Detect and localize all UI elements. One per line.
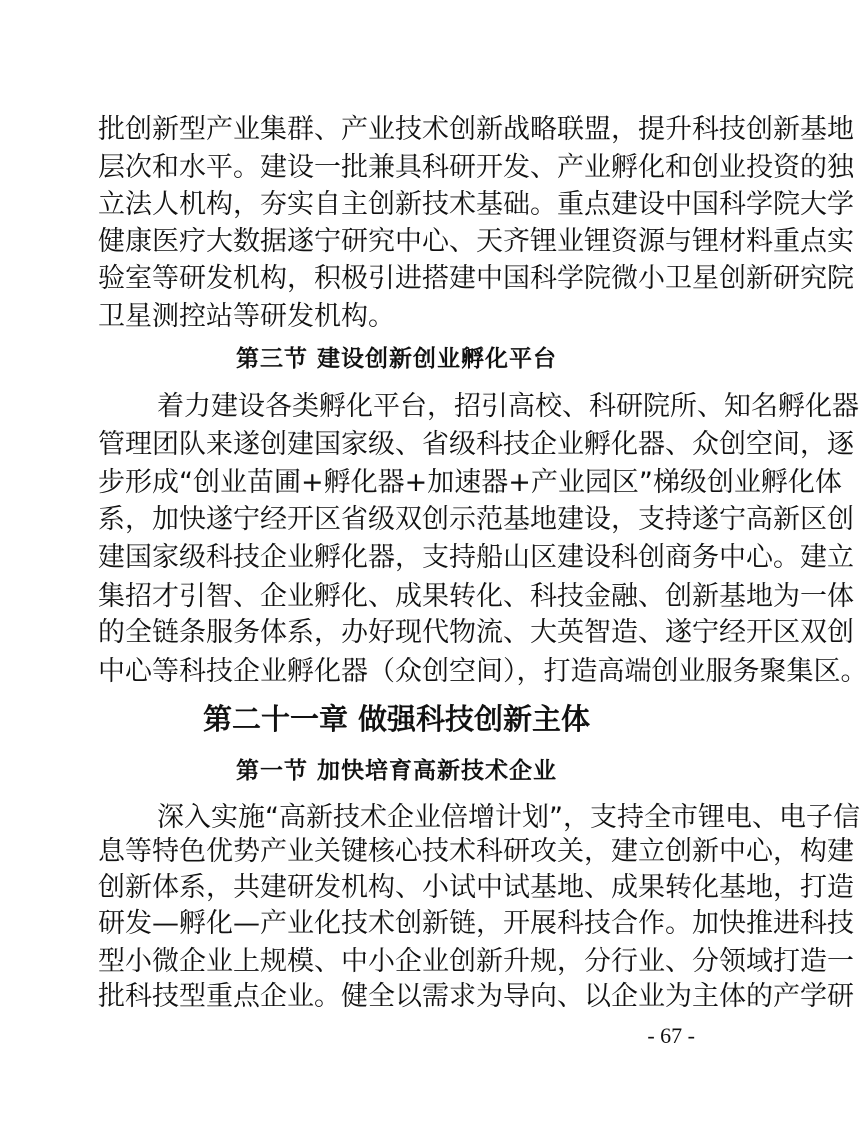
paragraph-line: 卫星测控站等研发机构。 — [98, 301, 395, 332]
paragraph-line: 创新体系，共建研发机构、小试中试基地、成果转化基地，打造 — [98, 872, 854, 903]
paragraph-line: 批创新型产业集群、产业技术创新战略联盟，提升科技创新基地 — [98, 114, 854, 145]
paragraph-line: 深入实施“高新技术企业倍增计划”，支持全市锂电、电子信 — [157, 802, 860, 833]
paragraph-line: 建国家级科技企业孵化器，支持船山区建设科创商务中心。建立 — [98, 542, 854, 573]
section-heading: 第一节 加快培育高新技术企业 — [235, 758, 557, 784]
paragraph-line: 中心等科技企业孵化器（众创空间），打造高端创业服务聚集区。 — [98, 656, 868, 687]
paragraph-line: 息等特色优势产业关键核心技术科研攻关，建立创新中心，构建 — [98, 836, 854, 867]
paragraph-line: 研发—孵化—产业化技术创新链，开展科技合作。加快推进科技 — [98, 908, 854, 939]
paragraph-line: 集招才引智、企业孵化、成果转化、科技金融、创新基地为一体 — [98, 581, 854, 612]
paragraph-line: 批科技型重点企业。健全以需求为导向、以企业为主体的产学研 — [98, 981, 854, 1012]
paragraph-line: 型小微企业上规模、中小企业创新升规，分行业、分领域打造一 — [98, 946, 854, 977]
paragraph-line: 的全链条服务体系，办好现代物流、大英智造、遂宁经开区双创 — [98, 617, 854, 648]
paragraph-line: 着力建设各类孵化平台，招引高校、科研院所、知名孵化器 — [157, 391, 859, 422]
paragraph-line: 层次和水平。建设一批兼具科研开发、产业孵化和创业投资的独 — [98, 152, 854, 183]
section-heading: 第三节 建设创新创业孵化平台 — [235, 346, 557, 372]
paragraph-line: 系，加快遂宁经开区省级双创示范基地建设，支持遂宁高新区创 — [98, 504, 854, 535]
paragraph-line: 步形成“创业苗圃+孵化器+加速器+产业园区”梯级创业孵化体 — [98, 467, 842, 498]
paragraph-line: 健康医疗大数据遂宁研究中心、天齐锂业锂资源与锂材料重点实 — [98, 226, 854, 257]
paragraph-line: 管理团队来遂创建国家级、省级科技企业孵化器、众创空间，逐 — [98, 429, 854, 460]
page-number: - 67 - — [647, 1023, 695, 1048]
paragraph-line: 验室等研发机构，积极引进搭建中国科学院微小卫星创新研究院 — [98, 263, 854, 294]
paragraph-line: 立法人机构，夯实自主创新技术基础。重点建设中国科学院大学 — [98, 189, 854, 220]
chapter-heading: 第二十一章 做强科技创新主体 — [202, 702, 591, 736]
